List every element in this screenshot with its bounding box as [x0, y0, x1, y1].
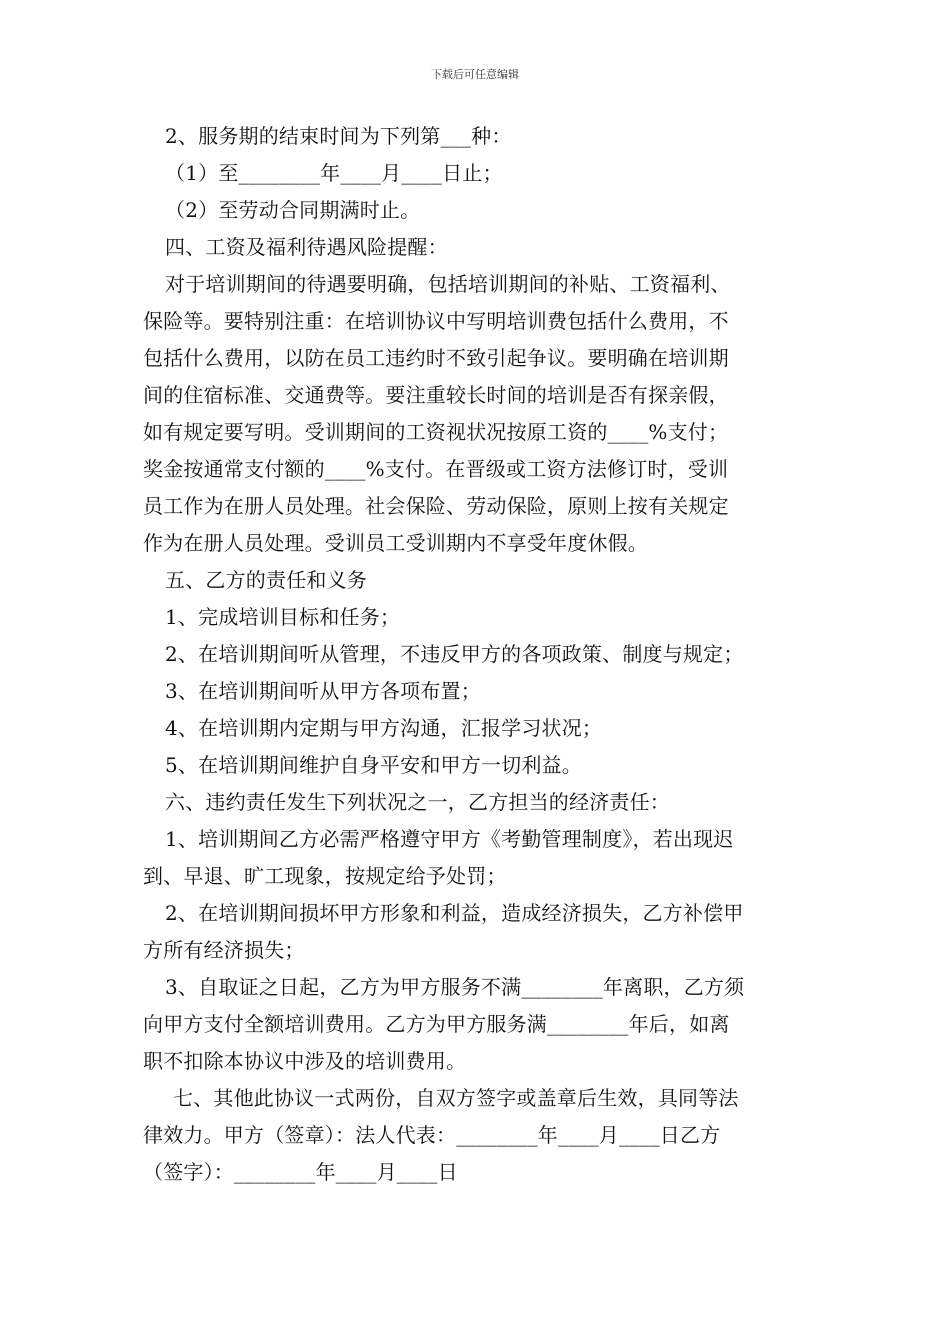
clause-line: 到、早退、旷工现象，按规定给予处罚；	[143, 864, 507, 888]
paragraph-line: 保险等。要特别注重：在培训协议中写明培训费包括什么费用，不	[143, 309, 729, 333]
paragraph-line: 间的住宿标准、交通费等。要注重较长时间的培训是否有探亲假，	[143, 383, 729, 407]
clause-line: （1）至________年____月____日止；	[165, 161, 503, 185]
clause-line: 2、在培训期间听从管理，不违反甲方的各项政策、制度与规定；	[165, 642, 744, 666]
paragraph-line: 如有规定要写明。受训期间的工资视状况按原工资的____%支付；	[143, 420, 729, 444]
clause-line: 1、培训期间乙方必需严格遵守甲方《考勤管理制度》，若出现迟	[165, 827, 734, 851]
section-heading: 四、工资及福利待遇风险提醒：	[165, 235, 448, 259]
section-heading: 六、违约责任发生下列状况之一，乙方担当的经济责任：	[165, 790, 670, 814]
clause-line: 职不扣除本协议中涉及的培训费用。	[143, 1049, 467, 1073]
paragraph-line: 对于培训期间的待遇要明确，包括培训期间的补贴、工资福利、	[165, 272, 731, 296]
clause-line: 4、在培训期内定期与甲方沟通，汇报学习状况；	[165, 716, 603, 740]
section-heading: 七、其他此协议一式两份，自双方签字或盖章后生效，具同等法	[173, 1086, 739, 1110]
page-header: 下载后可任意编辑	[431, 68, 519, 81]
clause-line: 方所有经济损失；	[143, 938, 305, 962]
clause-line: 5、在培训期间维护自身平安和甲方一切利益。	[165, 753, 582, 777]
signature-line: 律效力。甲方（签章）：法人代表：________年____月____日乙方	[143, 1123, 721, 1147]
paragraph-line: 包括什么费用，以防在员工违约时不致引起争议。要明确在培训期	[143, 346, 729, 370]
clause-line: 2、在培训期间损坏甲方形象和利益，造成经济损失，乙方补偿甲	[165, 901, 744, 925]
clause-line: （2）至劳动合同期满时止。	[165, 198, 421, 222]
clause-line: 3、在培训期间听从甲方各项布置；	[165, 679, 481, 703]
section-heading: 五、乙方的责任和义务	[165, 568, 367, 592]
clause-line: 向甲方支付全额培训费用。乙方为甲方服务满________年后，如离	[143, 1012, 730, 1036]
paragraph-line: 奖金按通常支付额的____%支付。在晋级或工资方法修订时，受训	[143, 457, 729, 481]
paragraph-line: 作为在册人员处理。受训员工受训期内不享受年度休假。	[143, 531, 648, 555]
clause-line: 3、自取证之日起，乙方为甲方服务不满________年离职，乙方须	[165, 975, 745, 999]
signature-line: （签字）：________年____月____日	[143, 1160, 458, 1184]
paragraph-line: 员工作为在册人员处理。社会保险、劳动保险，原则上按有关规定	[143, 494, 729, 518]
clause-line: 2、服务期的结束时间为下列第___种：	[165, 124, 512, 148]
document-body	[143, 118, 807, 1191]
clause-line: 1、完成培训目标和任务；	[165, 605, 401, 629]
